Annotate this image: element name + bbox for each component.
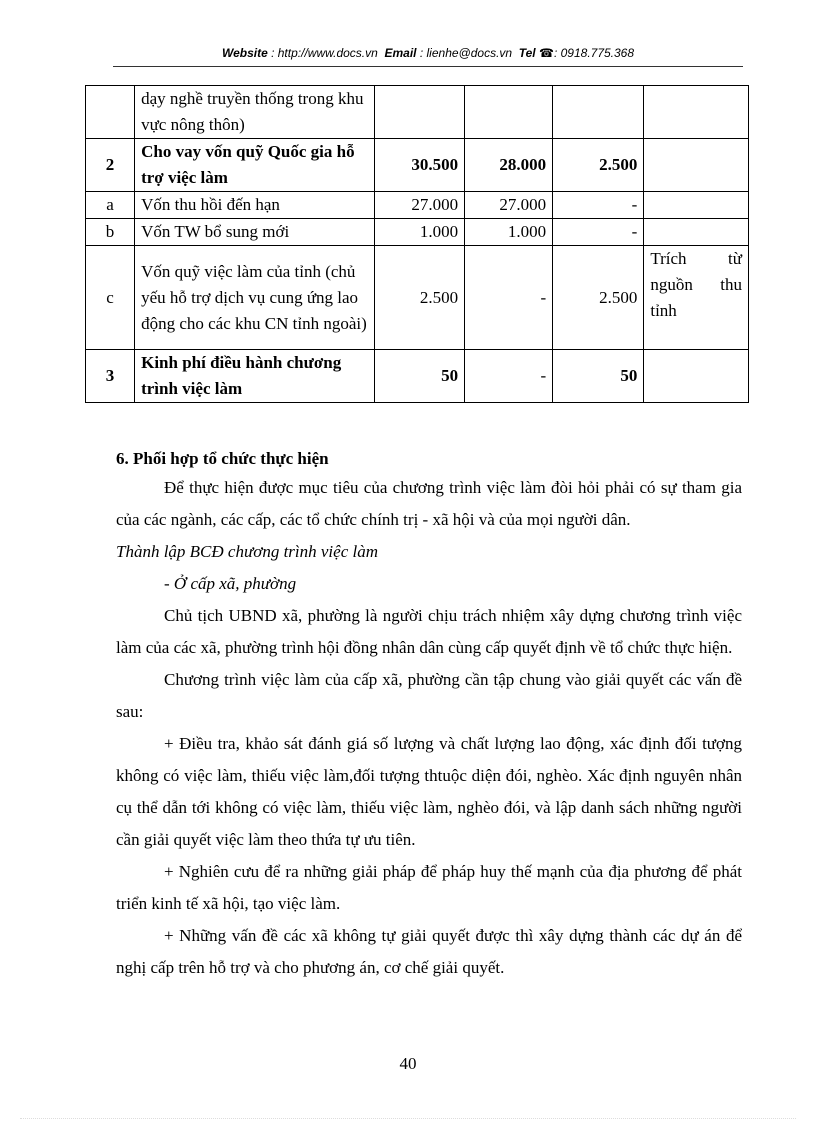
cell-index: 2: [86, 139, 135, 192]
cell-note: [644, 246, 749, 350]
cell-central: -: [465, 350, 553, 403]
cell-note: [644, 219, 749, 246]
cell-note: [644, 139, 749, 192]
cell-note: [644, 350, 749, 403]
email-value[interactable]: : lienhe@docs.vn: [419, 46, 513, 60]
phone-icon: ☎: [539, 46, 554, 60]
page-header: [115, 46, 741, 60]
cell-total: 50: [375, 350, 465, 403]
cell-description: dạy nghề truyền thống trong khu vực nông thôn): [135, 86, 375, 139]
website-label: Website: [221, 46, 268, 60]
cell-description: Kinh phí điều hành chương trình việc làm: [135, 350, 375, 403]
bottom-rule: [20, 1118, 796, 1119]
cell-description: Vốn thu hồi đến hạn: [135, 192, 375, 219]
table-row: [86, 139, 749, 192]
cell-total: [375, 86, 465, 139]
paragraph: Để thực hiện được mục tiêu của chương trình việc làm đòi hỏi phải có sự tham gia của các ngành, các cấp, các tổ chức chính trị - xã hội và của mọi người dân.: [116, 478, 742, 529]
cell-index: c: [86, 246, 135, 350]
cell-local: -: [553, 219, 644, 246]
tel-value: : 0918.775.368: [553, 46, 635, 60]
note-text-last: tỉnh: [650, 301, 677, 320]
cell-local: 2.500: [553, 246, 644, 350]
email-label: Email: [384, 46, 417, 60]
paragraph: Chương trình việc làm của cấp xã, phường cần tập chung vào giải quyết các vấn đề sau:: [116, 670, 742, 721]
header-rule: [113, 66, 743, 67]
cell-index: 3: [86, 350, 135, 403]
cell-note: [644, 192, 749, 219]
cell-central: 28.000: [465, 139, 553, 192]
table-row: [86, 192, 749, 219]
cell-index: [86, 86, 135, 139]
cell-description: Vốn TW bổ sung mới: [135, 219, 375, 246]
table-row: [86, 219, 749, 246]
page-number: 40: [399, 1054, 417, 1073]
cell-local: 50: [553, 350, 644, 403]
cell-central: 27.000: [465, 192, 553, 219]
italic-subheading: - Ở cấp xã, phường: [164, 574, 297, 593]
paragraph: + Những vấn đề các xã không tự giải quyết được thì xây dựng thành các dự án để nghị cấp trên hỗ trợ và cho phương án, cơ chế giải quyết.: [116, 926, 742, 977]
cell-index: b: [86, 219, 135, 246]
cell-note: [644, 86, 749, 139]
cell-description: Cho vay vốn quỹ Quốc gia hỗ trợ việc làm: [135, 139, 375, 192]
cell-local: 2.500: [553, 139, 644, 192]
paragraph: + Điều tra, khảo sát đánh giá số lượng và chất lượng lao động, xác định đối tượng không có việc làm, thiếu việc làm,đối tượng thtuộc diện đói, nghèo. Xác định nguyên nhân cụ thể dẫn tới không có việc làm, thiếu việc làm, nghèo đói, và lập danh sách những người cần giải quyết việc làm theo thứa tự ưu tiên.: [116, 734, 742, 849]
table-row: [86, 246, 749, 350]
cell-description: Vốn quỹ việc làm của tỉnh (chủ yếu hỗ trợ dịch vụ cung ứng lao động cho các khu CN tỉnh ngoài): [135, 246, 375, 350]
cell-central: 1.000: [465, 219, 553, 246]
paragraph: Chủ tịch UBND xã, phường là người chịu trách nhiệm xây dựng chương trình việc làm của các xã, phường trình hội đồng nhân dân cùng cấp quyết định về tổ chức thực hiện.: [116, 606, 742, 657]
cell-index: a: [86, 192, 135, 219]
cell-total: 1.000: [375, 219, 465, 246]
note-text: Trích từ nguồn thu: [650, 249, 742, 294]
tel-label: Tel: [518, 46, 536, 60]
budget-table: [85, 85, 749, 403]
cell-local: -: [553, 192, 644, 219]
cell-total: 30.500: [375, 139, 465, 192]
cell-central: -: [465, 246, 553, 350]
cell-local: [553, 86, 644, 139]
cell-central: [465, 86, 553, 139]
section-title: 6. Phối hợp tổ chức thực hiện: [116, 449, 329, 468]
website-value[interactable]: : http://www.docs.vn: [271, 46, 378, 60]
body-section: [116, 446, 742, 984]
italic-heading: Thành lập BCĐ chương trình việc làm: [116, 542, 378, 561]
cell-total: 2.500: [375, 246, 465, 350]
table-row: [86, 86, 749, 139]
table-row: [86, 350, 749, 403]
cell-total: 27.000: [375, 192, 465, 219]
paragraph: + Nghiên cưu để ra những giải pháp để pháp huy thế mạnh của địa phương để phát triển kinh tế xã hội, tạo việc làm.: [116, 862, 742, 913]
